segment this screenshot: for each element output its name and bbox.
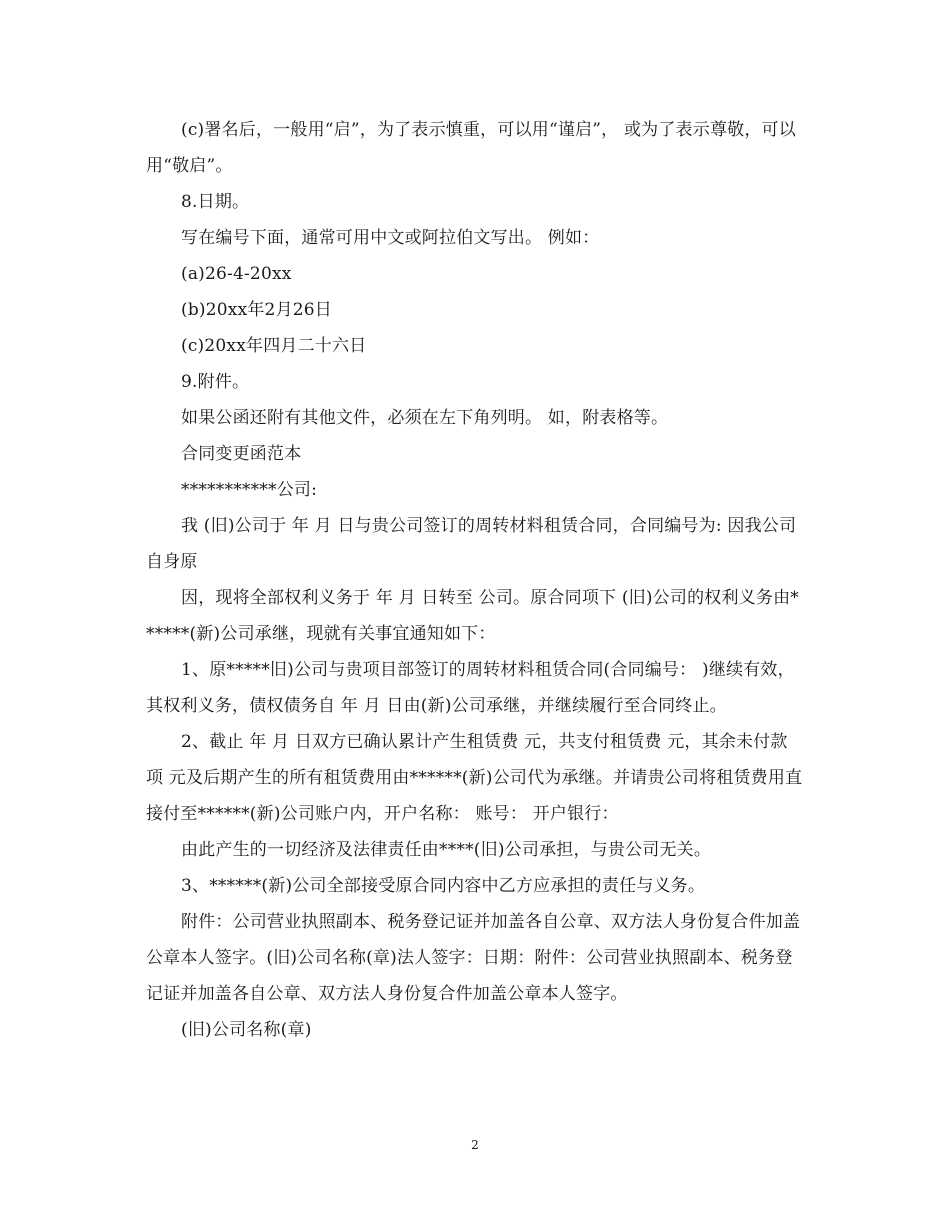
paragraph-date-example-a: (a)26-4-20xx <box>181 264 292 284</box>
paragraph-addressee: ***********公司: <box>181 480 318 500</box>
paragraph-attachments: 附件：公司营业执照副本、税务登记证并加盖各自公章、双方法人身份复合件加盖公章本人签字。(旧)公司名称(章)法人签字：日期：附件：公司营业执照副本、税务登记证并加盖各自公章、双方法人身份复合件加盖公章本人签字。 <box>146 912 801 1004</box>
page-number: 2 <box>471 1138 479 1152</box>
paragraph-date-heading: 8.日期。 <box>181 192 250 212</box>
paragraph-attachment-heading: 9.附件。 <box>181 372 250 392</box>
paragraph-salutation-closing: (c)署名后，一般用“启”，为了表示慎重，可以用“谨启”， 或为了表示尊敬，可以用“敬启”。 <box>146 120 796 176</box>
paragraph-date-example-c: (c)20xx年四月二十六日 <box>181 336 367 356</box>
paragraph-clause-3: 3、******(新)公司全部接受原合同内容中乙方应承担的责任与义务。 <box>181 876 706 896</box>
paragraph-template-title: 合同变更函范本 <box>181 444 302 464</box>
document-body <box>146 112 804 1048</box>
paragraph-contract-transfer: 因，现将全部权利义务于 年 月 日转至 公司。原合同项下 (旧)公司的权利义务由******(新)公司承继，现就有关事宜通知如下： <box>146 588 799 644</box>
paragraph-date-example-b: (b)20xx年2月26日 <box>181 300 333 320</box>
paragraph-clause-1: 1、原*****旧)公司与贵项目部签订的周转材料租赁合同(合同编号： )继续有效，其权利义务，债权债务自 年 月 日由(新)公司承继，并继续履行至合同终止。 <box>146 660 795 716</box>
paragraph-liability: 由此产生的一切经济及法律责任由****(旧)公司承担，与贵公司无关。 <box>181 840 712 860</box>
paragraph-attachment-instruction: 如果公函还附有其他文件，必须在左下角列明。 如，附表格等。 <box>181 408 669 428</box>
paragraph-clause-2: 2、截止 年 月 日双方已确认累计产生租赁费 元，共支付租赁费 元，其余未付款项 元及后期产生的所有租赁费用由******(新)公司代为承继。并请贵公司将租赁费用直接付至******(新)公司账户内，开户名称： 账号： 开户银行： <box>146 732 803 824</box>
paragraph-contract-intro: 我 (旧)公司于 年 月 日与贵公司签订的周转材料租赁合同，合同编号为: 因我公司自身原 <box>146 516 797 572</box>
paragraph-company-seal: (旧)公司名称(章) <box>181 1020 312 1040</box>
paragraph-date-instruction: 写在编号下面，通常可用中文或阿拉伯文写出。 例如： <box>181 228 600 248</box>
